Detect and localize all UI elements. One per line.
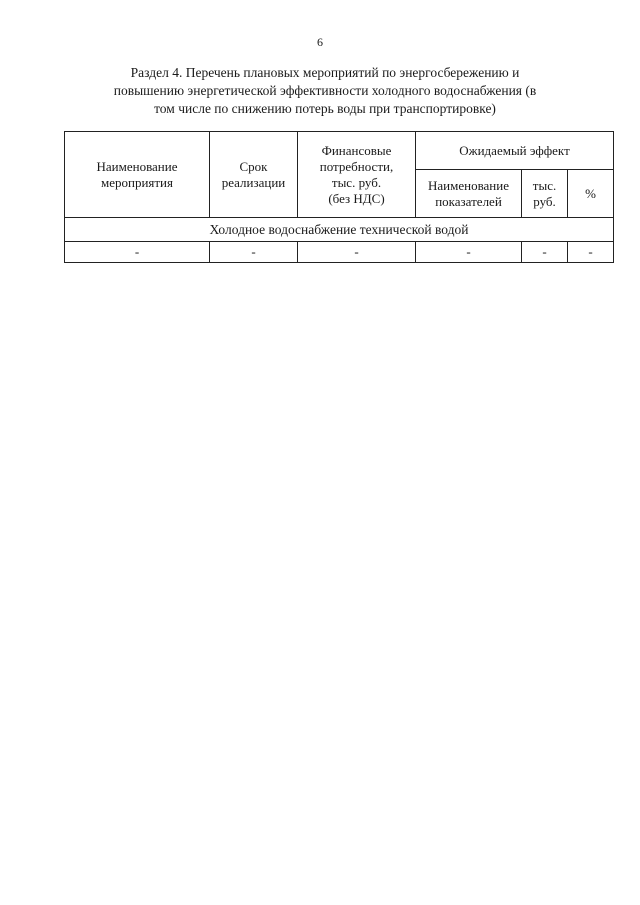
header-expected-effect: Ожидаемый эффект bbox=[416, 132, 614, 170]
table-cell: - bbox=[522, 242, 568, 263]
section-title-line: том числе по снижению потерь воды при транспортировке) bbox=[154, 101, 496, 116]
table-cell: - bbox=[568, 242, 614, 263]
table-cell: - bbox=[298, 242, 416, 263]
page-number: 6 bbox=[317, 35, 323, 49]
header-percent: % bbox=[568, 170, 614, 218]
header-measure-name: Наименование мероприятия bbox=[65, 132, 210, 218]
table-row bbox=[65, 242, 614, 263]
header-finance: Финансовые потребности, тыс. руб. (без НДС) bbox=[298, 132, 416, 218]
table-cell: - bbox=[210, 242, 298, 263]
group-label: Холодное водоснабжение технической водой bbox=[65, 218, 614, 242]
header-thousand-rub: тыс. руб. bbox=[522, 170, 568, 218]
section-title-line: Раздел 4. Перечень плановых мероприятий по энергосбережению и bbox=[130, 65, 520, 80]
table-cell: - bbox=[416, 242, 522, 263]
section-title-line: повышению энергетической эффективности холодного водоснабжения (в bbox=[113, 83, 537, 98]
header-row bbox=[65, 132, 614, 170]
group-row bbox=[65, 218, 614, 242]
measures-table bbox=[64, 131, 614, 263]
header-indicator-name: Наименование показателей bbox=[416, 170, 522, 218]
table-cell: - bbox=[65, 242, 210, 263]
header-term: Срок реализации bbox=[210, 132, 298, 218]
section-title bbox=[90, 64, 560, 118]
